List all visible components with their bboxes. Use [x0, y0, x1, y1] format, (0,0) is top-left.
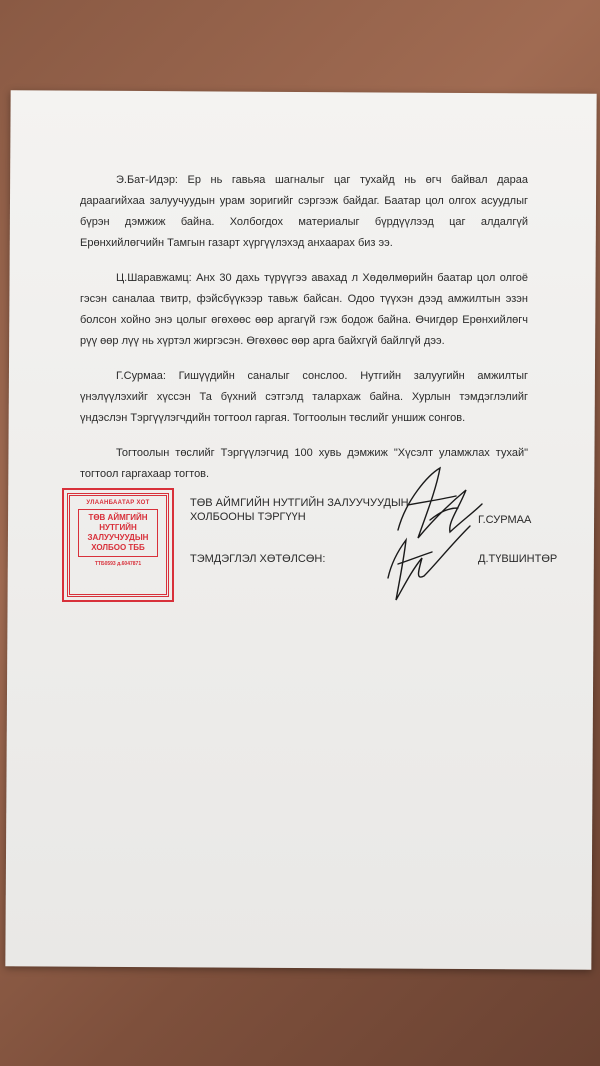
- stamp-top-text: УЛААНБААТАР ХОТ: [86, 500, 150, 506]
- official-stamp: [62, 488, 174, 602]
- signature-secretary: [388, 526, 470, 600]
- paragraph-sharavjamts: Ц.Шаравжамц: Анх 30 дахь түрүүгээ авахад л Хөдөлмөрийн баатар цол олгоё гэсэн саналаа твитр, фэйсбүүкээр тавьж байсан. Одоо түүхэн дээд амжилтын эзэн болсон хойно энэ цолыг өгөхөөс өөр аргагүй гэж бодож байна. Өчигдөр Ерөнхийлөгч рүү өөр лүү нь хүртэл жиргэсэн. Өгөхөөс өөр арга байхгүй байлгүй дээ.: [80, 272, 528, 347]
- stamp-frame: [67, 493, 169, 597]
- org-title: ТӨВ АЙМГИЙН НУТГИЙН ЗАЛУУЧУУДЫН ХОЛБООНЫ ТЭРГҮҮН: [190, 497, 409, 523]
- stamp-middle-text: ТӨВ АЙМГИЙН НУТГИЙН ЗАЛУУЧУУДЫН ХОЛБОО ТББ: [78, 509, 158, 557]
- secretary-name: Д.ТҮВШИНТӨР: [478, 553, 558, 565]
- secretary-title: ТЭМДЭГЛЭЛ ХӨТӨЛСӨН:: [190, 553, 326, 565]
- handwritten-signatures: [378, 460, 488, 610]
- paragraph-surmaa: Г.Сурмаа: Гишүүдийн саналыг сонслоо. Нутгийн залуугийн амжилтыг үнэлүүлэхийг хүссэн Та бүхний сэтгэлд талархаж байна. Хурлын тэмдэглэлийг үндэслэн Тэргүүлэгчдийн тогтоол гаргая. Тогтоолын төслийг уншиж сонгов.: [80, 370, 528, 424]
- paragraph-bat-ider: Э.Бат-Идэр: Ер нь гавьяа шагналыг цаг тухайд нь өгч байвал дараа дараагийхаа залуучуудын урам зоригийг сэргээж байдаг. Баатар цол олгох асуудлыг бүрэн дэмжиж байна. Холбогдох материалыг бүрдүүлээд цаг алдалгүй Ерөнхийлөгчийн Тамгын газарт хүргүүлэхэд анхаарах биз ээ.: [80, 174, 528, 249]
- paragraph-resolution: Тогтоолын төслийг Тэргүүлэгчид 100 хувь дэмжиж "Хүсэлт уламжлах тухай" тогтоол гаргахаар тогтов.: [80, 447, 528, 480]
- stamp-bottom-text: ТТБ0593 д.6047871: [94, 561, 142, 567]
- chair-name: Г.СУРМАА: [478, 514, 532, 526]
- minutes-body: [80, 170, 528, 499]
